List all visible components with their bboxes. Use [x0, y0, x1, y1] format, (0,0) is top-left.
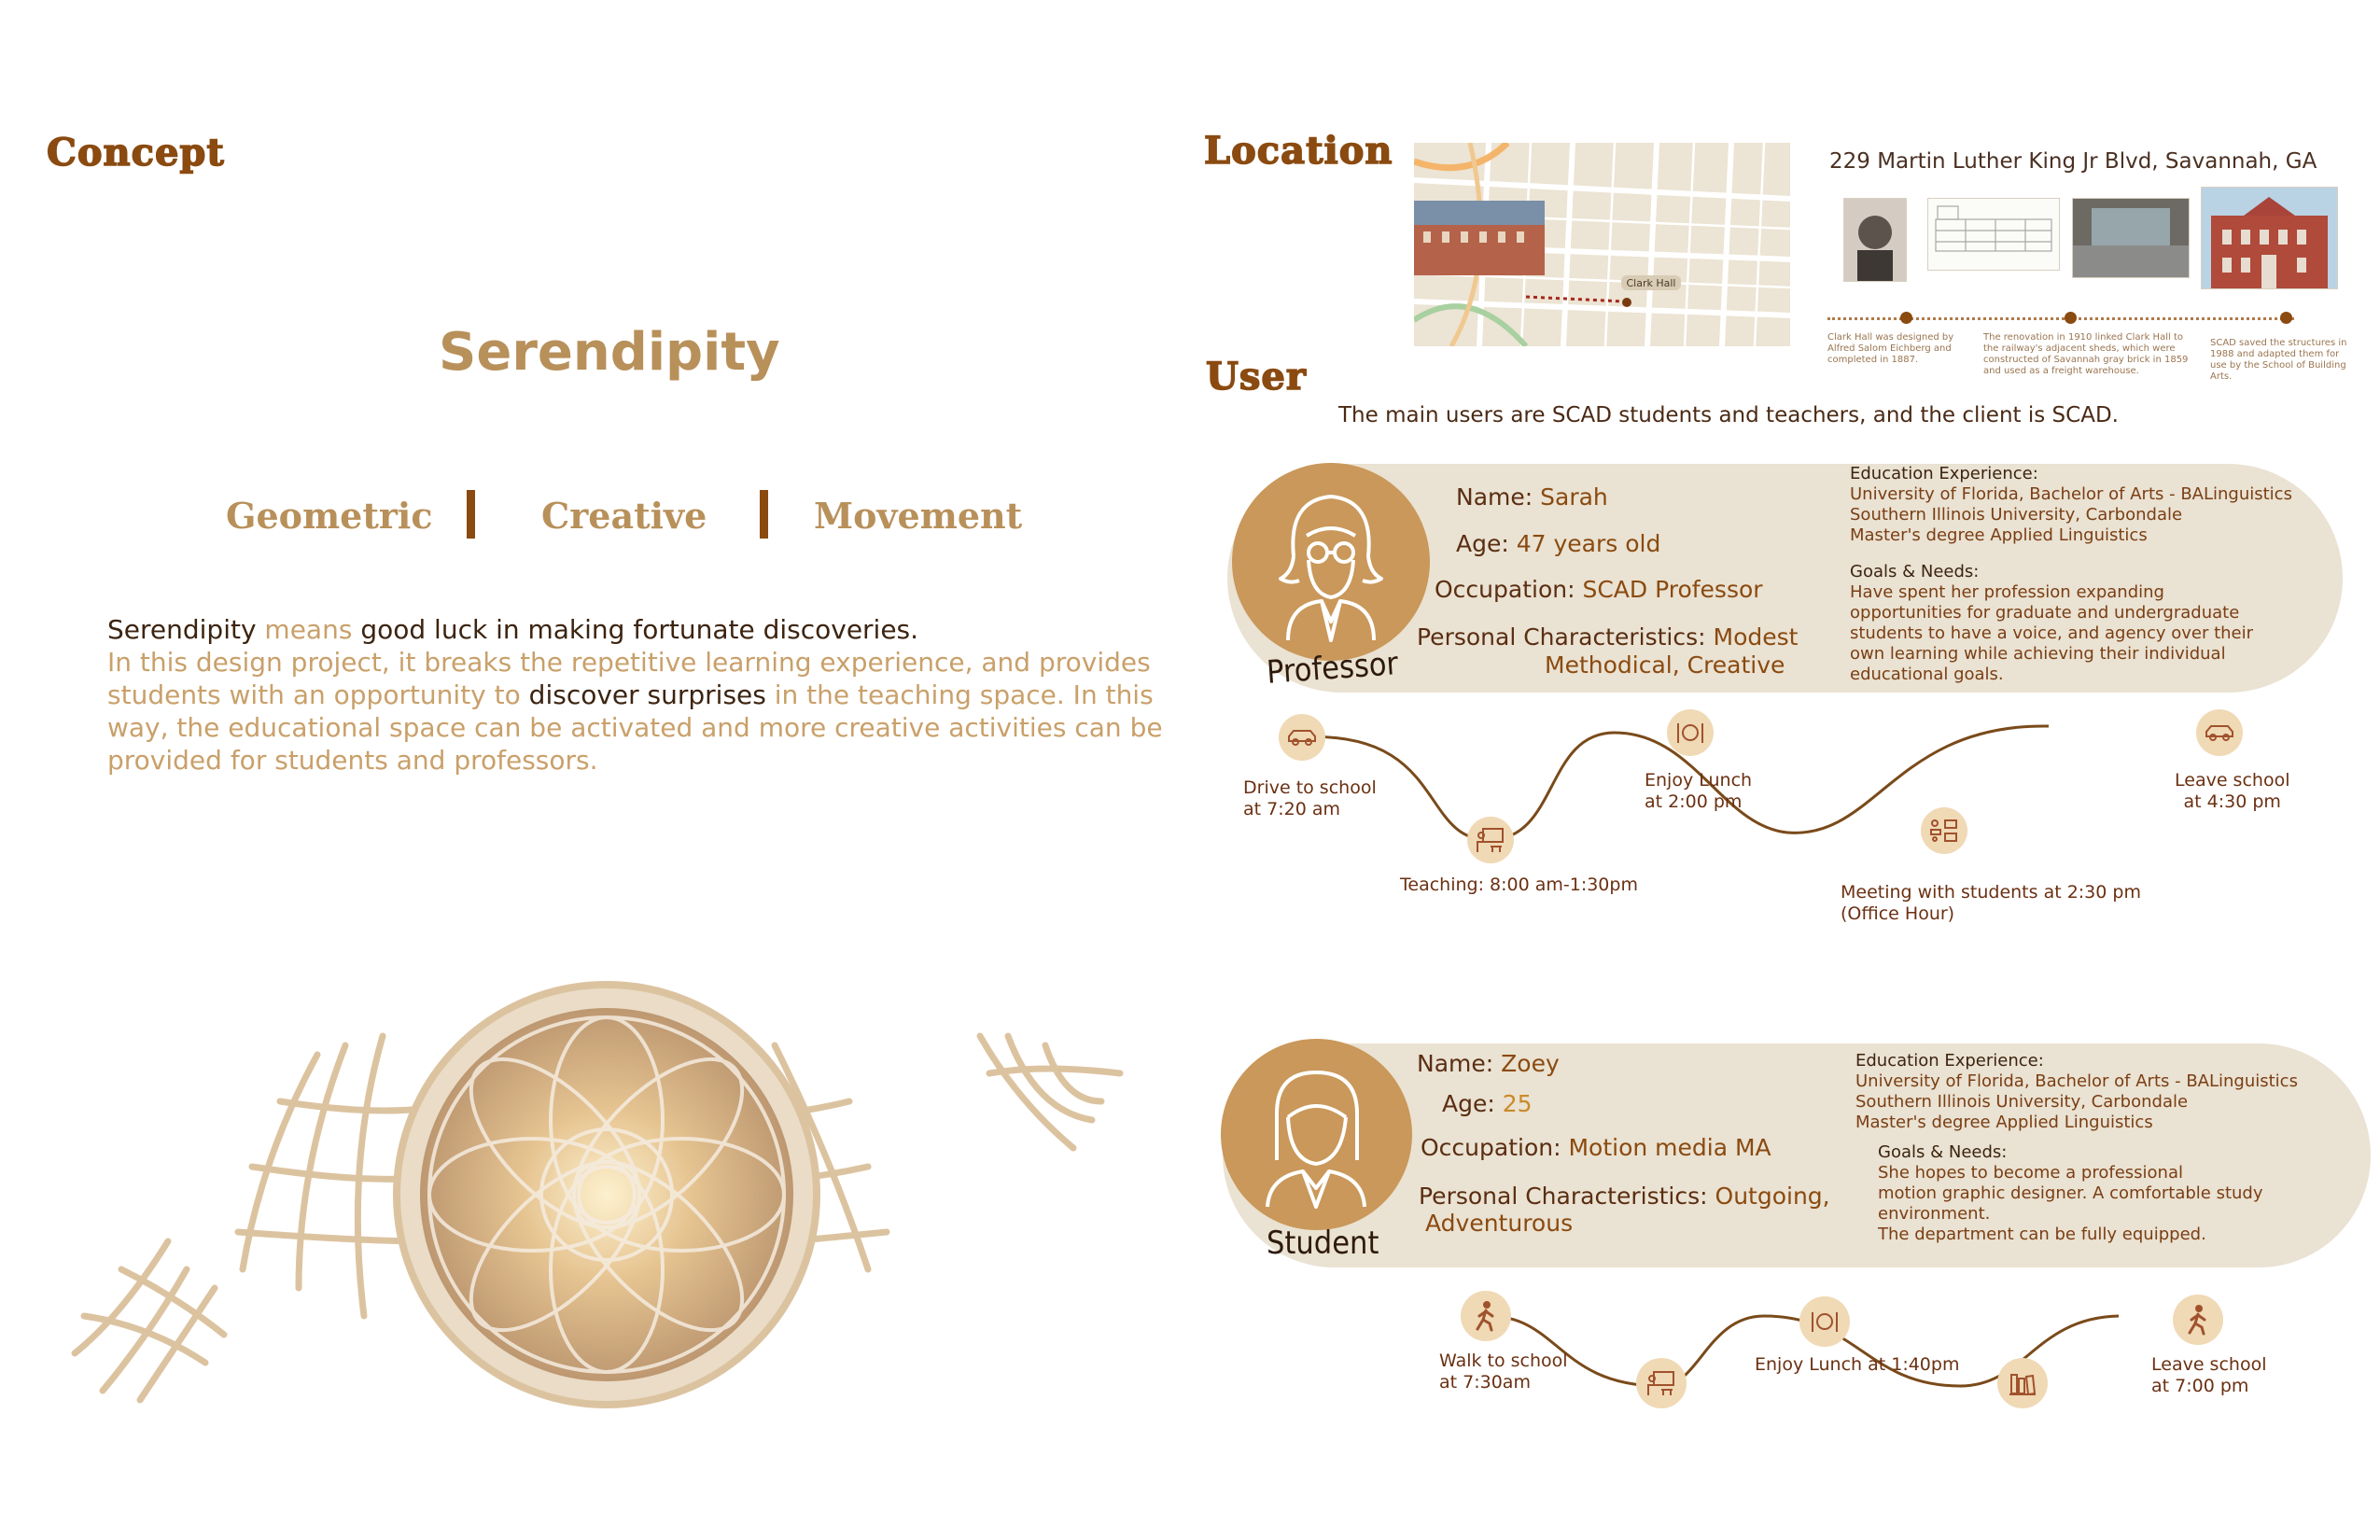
stu-education — [1855, 1051, 2298, 1133]
history-photo-architect — [1843, 198, 1907, 282]
teaching-icon — [1467, 817, 1514, 863]
prof-edu-title: Education Experience: — [1850, 464, 2038, 483]
dining-icon — [1667, 709, 1714, 756]
prof-pc1: Modest — [1713, 623, 1799, 651]
prof-goals-title: Goals & Needs: — [1850, 562, 1980, 581]
prof-goals — [1850, 562, 2253, 685]
history-photo-drawing — [1927, 198, 2060, 271]
professor-avatar-icon — [1232, 463, 1430, 661]
stu-age: 25 — [1502, 1090, 1533, 1117]
stu-edu-title: Education Experience: — [1855, 1051, 2044, 1071]
dining-icon — [1799, 1296, 1850, 1347]
prof-age-label: Age: — [1456, 530, 1509, 557]
stu-edu-line: Southern Illinois University, Carbondale — [1855, 1092, 2189, 1112]
user-intro: The main users are SCAD students and teachers, and the client is SCAD. — [1338, 403, 2119, 427]
keyword-divider — [467, 490, 475, 539]
history-caption: Clark Hall was designed by Alfred Salom Eichberg and completed in 1887. — [1827, 332, 1954, 365]
stu-goal-line: She hopes to become a professional — [1878, 1163, 2183, 1183]
library-icon — [1997, 1358, 2048, 1408]
para-term: Serendipity — [107, 614, 257, 645]
prof-edu-line: Master's degree Applied Linguistics — [1850, 525, 2148, 545]
geometric-flower-illustration — [65, 961, 1185, 1428]
para-highlight: discover surprises — [528, 679, 766, 710]
para-text: in the teaching space. In this way, the educational space can be activated and more creative activities can be provided for students and professors. — [107, 679, 1163, 776]
prof-activity-drive: Drive to school at 7:20 am — [1243, 777, 1377, 819]
meeting-icon — [1921, 807, 1967, 854]
prof-goal-line: Have spent her profession expanding — [1850, 582, 2164, 602]
history-caption: The renovation in 1910 linked Clark Hall to the railway's adjacent sheds, which were constructed of Savannah gray brick in 1859 and used as a freight warehouse. — [1983, 332, 2189, 376]
stu-goal-line: The department can be fully equipped. — [1878, 1225, 2206, 1244]
prof-goal-line: opportunities for graduate and undergraduate — [1850, 603, 2240, 623]
stu-occ: Motion media MA — [1568, 1134, 1771, 1161]
stu-activity-walk: Walk to school at 7:30am — [1439, 1351, 1568, 1393]
stu-name: Zoey — [1501, 1050, 1560, 1077]
stu-pc1: Outgoing, — [1715, 1183, 1830, 1210]
location-address: 229 Martin Luther King Jr Blvd, Savannah, GA — [1829, 149, 2317, 174]
professor-avatar — [1232, 463, 1430, 661]
prof-occ: SCAD Professor — [1582, 576, 1763, 603]
keyword-divider — [760, 490, 768, 539]
prof-occ-label: Occupation: — [1435, 576, 1575, 603]
stu-goals — [1878, 1142, 2263, 1245]
car-icon — [2196, 709, 2243, 756]
history-timeline — [1827, 317, 2294, 320]
history-photo-interior — [2072, 198, 2190, 278]
map-label: Clark Hall — [1626, 277, 1676, 289]
para-text: means — [256, 614, 361, 645]
prof-edu-line: Southern Illinois University, Carbondale — [1850, 505, 2183, 525]
prof-activity-teaching: Teaching: 8:00 am-1:30pm — [1400, 875, 1638, 895]
teaching-icon — [1636, 1358, 1687, 1408]
keyword-creative: Creative — [541, 495, 707, 537]
timeline-dot — [2280, 312, 2292, 324]
prof-edu-line: University of Florida, Bachelor of Arts - BALinguistics — [1850, 484, 2292, 504]
stu-occ-label: Occupation: — [1421, 1134, 1561, 1161]
timeline-dot — [2065, 312, 2077, 324]
student-avatar-icon — [1221, 1039, 1412, 1230]
stu-activity-leave: Leave school at 7:00 pm — [2151, 1354, 2267, 1396]
prof-name-label: Name: — [1456, 483, 1533, 511]
stu-age-label: Age: — [1442, 1090, 1495, 1117]
prof-goal-line: own learning while achieving their individual — [1850, 644, 2226, 664]
stu-pc2: Adventurous — [1425, 1210, 1574, 1237]
user-heading: User — [1206, 355, 1307, 399]
walking-icon — [1461, 1291, 1511, 1341]
prof-activity-lunch: Enjoy Lunch at 2:00 pm — [1645, 770, 1753, 812]
prof-goal-line: students to have a voice, and agency over their — [1850, 623, 2254, 643]
history-photo-clark-hall — [2201, 187, 2338, 289]
prof-activity-meeting: Meeting with students at 2:30 pm (Office Hour) — [1841, 882, 2141, 924]
concept-title: Serendipity — [439, 322, 780, 383]
professor-role: Professor — [1265, 645, 1400, 692]
concept-heading: Concept — [47, 131, 225, 175]
stu-name-label: Name: — [1417, 1050, 1494, 1077]
stu-pc-label: Personal Characteristics: — [1419, 1183, 1708, 1210]
prof-goal-line: educational goals. — [1850, 665, 2004, 684]
site-map — [1414, 143, 1790, 346]
stu-activity-lunch: Enjoy Lunch at 1:40pm — [1755, 1354, 1960, 1375]
prof-activity-leave: Leave school at 4:30 pm — [2175, 770, 2290, 812]
prof-pc-label: Personal Characteristics: — [1417, 623, 1706, 651]
keyword-movement: Movement — [814, 495, 1023, 537]
location-heading: Location — [1204, 129, 1393, 173]
stu-goal-line: environment. — [1878, 1204, 1991, 1224]
car-icon — [1279, 714, 1325, 761]
concept-paragraph — [107, 613, 1209, 777]
stu-goals-title: Goals & Needs: — [1878, 1142, 2008, 1162]
walking-icon — [2173, 1295, 2223, 1345]
history-caption: SCAD saved the structures in 1988 and adapted them for use by the School of Building Arts. — [2210, 338, 2347, 382]
professor-timeline-curve — [1279, 709, 2268, 859]
prof-age: 47 years old — [1516, 530, 1661, 557]
prof-pc2: Methodical, Creative — [1545, 651, 1785, 679]
stu-edu-line: University of Florida, Bachelor of Arts - BALinguistics — [1855, 1071, 2298, 1091]
stu-goal-line: motion graphic designer. A comfortable study — [1878, 1183, 2263, 1203]
student-avatar — [1221, 1039, 1412, 1230]
keyword-geometric: Geometric — [226, 495, 433, 537]
timeline-dot — [1900, 312, 1912, 324]
prof-name: Sarah — [1540, 483, 1608, 511]
stu-edu-line: Master's degree Applied Linguistics — [1855, 1113, 2153, 1132]
student-role: Student — [1267, 1225, 1379, 1262]
prof-education — [1850, 464, 2292, 546]
para-text: In this design project, it breaks the repetitive learning experience, and provides students with an opportunity to — [107, 647, 1151, 710]
para-definition: good luck in making fortunate discoveries. — [360, 614, 919, 645]
